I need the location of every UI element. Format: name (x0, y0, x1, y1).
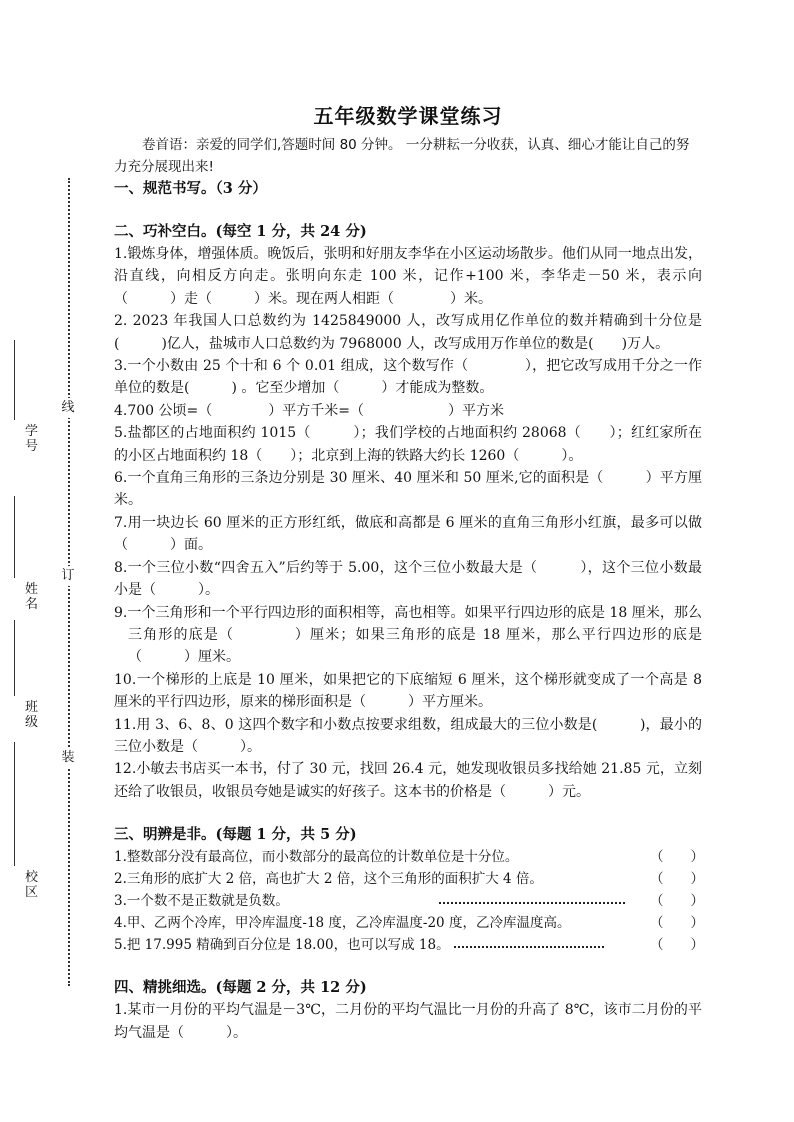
section-2-heading: 二、巧补空白。(每空 1 分，共 24 分) (114, 223, 367, 240)
section-4-questions (114, 999, 702, 1044)
binding-char-xian: 线 (58, 398, 78, 418)
choice-question-1: 1.某市一月份的平均气温是－3℃，二月份的平均气温比一月份的升高了 8℃，该市二月份的平均气温是（ ）。 (114, 1002, 702, 1041)
fill-question-6: 6.一个直角三角形的三条边分别是 30 厘米、40 厘米和 50 厘米,它的面积是（ ）平方厘米。 (114, 470, 702, 509)
section-3-items (114, 846, 702, 956)
fill-question-4: 4.700 公顷=（ ）平方千米=（ ）平方米 (114, 402, 504, 419)
class-label: 班级 (24, 700, 38, 730)
section-4-heading: 四、精挑细选。(每题 2 分，共 12 分) (114, 979, 367, 997)
student-id-line[interactable] (14, 340, 15, 420)
binding-char-zhuang: 装 (58, 748, 78, 768)
exam-content (114, 100, 702, 1044)
fill-question-5: 5.盐都区的占地面积约 1015（ ）；我们学校的占地面积约 28068（ ）；红红家所在的小区占地面积约 18（ ）；北京到上海的铁路大约长 1260（ ）。 (114, 425, 702, 464)
section-2-questions (114, 243, 702, 803)
binding-char-ding: 订 (58, 566, 78, 586)
student-name-field (16, 582, 46, 614)
judge-item-4 (114, 912, 702, 934)
judge-item-text: 4.甲、乙两个冷库，甲冷库温度-18 度，乙冷库温度-20 度，乙冷库温度高。 (114, 915, 571, 932)
judge-item-1 (114, 846, 702, 868)
judge-item-text: 5.把 17.995 精确到百分位是 18.00，也可以写成 18。 (114, 937, 450, 954)
answer-parentheses[interactable]: （ ） (650, 871, 704, 888)
class-field (16, 700, 46, 732)
fill-question-8: 8.一个三位小数“四舍五入”后约等于 5.00，这个三位小数最大是（ ），这个三位小数最小是（ ）。 (114, 559, 702, 599)
student-id-field (16, 424, 46, 456)
campus-field (16, 870, 46, 902)
judge-item-5 (114, 934, 702, 956)
student-name-label: 姓名 (24, 582, 38, 612)
fill-question-1: 1.锻炼身体，增强体质。晚饭后，张明和好朋友李华在小区运动场散步。他们从同一地点出发，沿直线，向相反方向走。张明向东走 100 米，记作+100 米，李华走－50 米，表示向（ ）走（ ）米。现在两人相距（ ）米。 (114, 246, 702, 307)
fill-question-2: 2. 2023 年我国人口总数约为 1425849000 人，改写成用亿作单位的数并精确到十分位是( )亿人，盐城市人口总数约为 7968000 人，改写成用万作单位的数是( )万人。 (114, 313, 702, 352)
fill-question-7: 7.用一块边长 60 厘米的正方形红纸，做底和高都是 6 厘米的直角三角形小红旗，最多可以做（ ）面。 (114, 514, 702, 554)
leader-dots (454, 934, 604, 948)
fill-question-9: 9.一个三角形和一个平行四边形的面积相等，高也相等。如果平行四边形的底是 18 厘米，那么三角形的底是（ ）厘米；如果三角形的底是 18 厘米，那么平行四边形的底是（ ）厘米。 (114, 604, 702, 666)
answer-parentheses[interactable]: （ ） (650, 915, 704, 932)
fill-question-12: 12.小敏去书店买一本书，付了 30 元，找回 26.4 元，她发现收银员多找给她 21.85 元，立刻还给了收银员，收银员夸她是诚实的好孩子。这本书的价格是（ ）元。 (114, 761, 702, 800)
answer-parentheses[interactable]: （ ） (650, 849, 704, 866)
fill-question-11: 11.用 3、6、8、0 这四个数字和小数点按要求组数，组成最大的三位小数是( )，最小的三位小数是（ ）。 (114, 716, 702, 755)
judge-item-text: 3.一个数不是正数就是负数。 (114, 893, 289, 910)
section-3-heading: 三、明辨是非。(每题 1 分，共 5 分) (114, 826, 357, 844)
student-name-line[interactable] (14, 496, 15, 578)
judge-item-3 (114, 890, 702, 912)
answer-parentheses[interactable]: （ ） (650, 937, 704, 954)
section-spacer (114, 956, 702, 977)
student-id-label: 学号 (24, 424, 38, 454)
leader-dots (439, 890, 625, 904)
fill-question-10: 10.一个梯形的上底是 10 厘米，如果把它的下底缩短 6 厘米，这个梯形就变成了一个高是 8 厘米的平行四边形，原来的梯形面积是（ ）平方厘米。 (114, 671, 702, 711)
intro-text: 卷首语：亲爱的同学们,答题时间 80 分钟。 一分耕耘一分收获，认真、细心才能让自己的努力充分展现出来! (114, 137, 690, 175)
judge-item-text: 1.整数部分没有最高位，而小数部分的最高位的计数单位是十分位。 (114, 849, 519, 866)
section-spacer (114, 803, 702, 824)
section-1-writing-space (114, 200, 702, 221)
campus-line[interactable] (14, 742, 15, 866)
section-1-heading: 一、规范书写。（3 分） (114, 180, 267, 197)
fill-question-3: 3.一个小数由 25 个十和 6 个 0.01 组成，这个数写作（ ），把它改写成用千分之一作单位的数是( ) 。它至少增加（ ）才能成为整数。 (114, 358, 702, 397)
page-title: 五年级数学课堂练习 (313, 104, 503, 128)
judge-item-text: 2.三角形的底扩大 2 倍，高也扩大 2 倍，这个三角形的面积扩大 4 倍。 (114, 871, 543, 888)
answer-parentheses[interactable]: （ ） (650, 893, 704, 910)
class-line[interactable] (14, 620, 15, 696)
campus-label: 校区 (24, 870, 38, 900)
judge-item-2 (114, 868, 702, 890)
